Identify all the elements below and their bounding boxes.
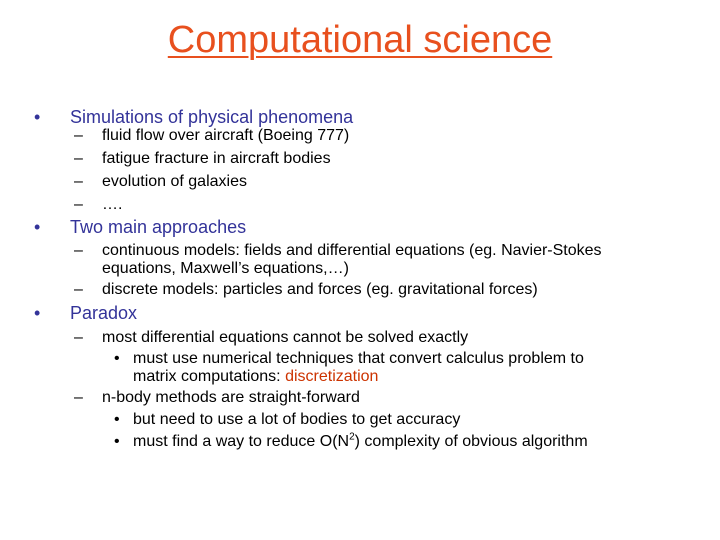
bullet-two-approaches: Two main approaches xyxy=(70,217,247,237)
subitem-galaxies: evolution of galaxies xyxy=(102,173,247,190)
small-bullet-marker: • xyxy=(114,350,120,367)
dash-marker: – xyxy=(74,329,83,346)
subsubitem-reduce-complexity: must find a way to reduce $O(N^2)$ complexity of obvious algorithm xyxy=(133,431,588,450)
subitem-ellipsis: …. xyxy=(102,196,123,213)
subitem-n-body-methods: n-body methods are straight-forward xyxy=(102,389,360,406)
bullet-marker: • xyxy=(34,217,41,237)
small-bullet-marker: • xyxy=(114,433,120,450)
subitem-discrete-models: discrete models: particles and forces (eg. gravitational forces) xyxy=(102,281,538,298)
bullet-paradox: Paradox xyxy=(70,303,138,323)
subsubitem-lot-of-bodies: but need to use a lot of bodies to get accuracy xyxy=(133,411,461,428)
subitem-continuous-models: continuous models: fields and differential equations (eg. Navier-Stokes xyxy=(102,242,602,259)
small-bullet-marker: • xyxy=(114,411,120,428)
subitem-differential-equations: most differential equations cannot be solved exactly xyxy=(102,329,469,346)
bullet-simulations: Simulations of physical phenomena xyxy=(70,107,354,127)
bullet-marker: • xyxy=(34,303,41,323)
subitem-fluid-flow: fluid flow over aircraft (Boeing 777) xyxy=(102,127,350,144)
dash-marker: – xyxy=(74,389,83,406)
highlight-discretization: discretization xyxy=(285,368,379,385)
dash-marker: – xyxy=(74,127,83,144)
slide-title: Computational science xyxy=(167,19,553,61)
subitem-continuous-models-cont: equations, Maxwell’s equations,…) xyxy=(102,260,349,277)
dash-marker: – xyxy=(74,281,83,298)
subsubitem-numerical-techniques: must use numerical techniques that convert calculus problem to xyxy=(133,350,584,367)
subitem-fatigue-fracture: fatigue fracture in aircraft bodies xyxy=(102,150,331,167)
dash-marker: – xyxy=(74,173,83,190)
dash-marker: – xyxy=(74,242,83,259)
subsubitem-matrix-computations: matrix computations: discretization xyxy=(133,368,379,385)
dash-marker: – xyxy=(74,150,83,167)
bullet-marker: • xyxy=(34,107,41,127)
dash-marker: – xyxy=(74,196,83,213)
